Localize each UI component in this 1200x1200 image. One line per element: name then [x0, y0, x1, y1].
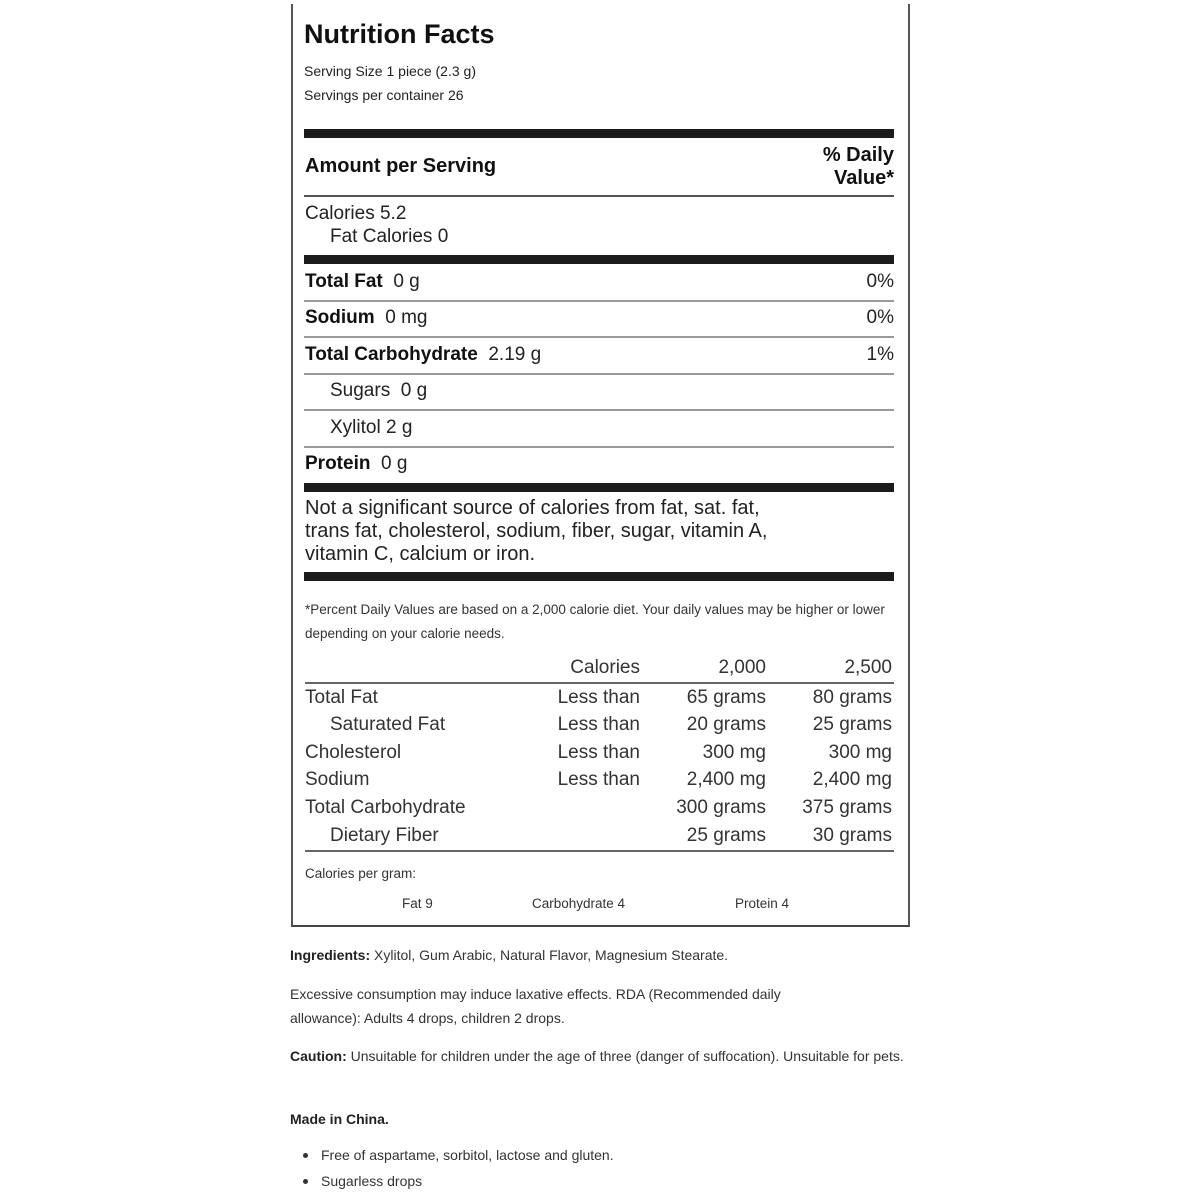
nutrient-row-total-fat: [305, 271, 420, 293]
amount-per-serving-header: Amount per Serving: [305, 155, 497, 177]
table-cell: Dietary Fiber: [330, 824, 439, 846]
thick-divider: [304, 129, 894, 138]
table-cell: Total Carbohydrate: [305, 796, 466, 818]
table-cell: 2,400 mg: [686, 769, 766, 791]
table-cell: 80 grams: [812, 686, 892, 708]
feature-list: [290, 1143, 614, 1195]
nutrient-name: Total Fat: [305, 271, 383, 292]
table-cell: Less than: [557, 686, 640, 708]
list-item-text: Free of aspartame, sorbitol, lactose and gluten.: [321, 1147, 614, 1163]
thin-divider: [304, 300, 894, 302]
caution-text: Unsuitable for children under the age of three (danger of suffocation). Unsuitable for pets.: [346, 1048, 904, 1064]
list-item: [290, 1169, 614, 1195]
thin-divider: [304, 446, 894, 448]
table-cell: Saturated Fat: [330, 714, 446, 736]
thick-divider: [304, 483, 894, 492]
table-cell: Total Fat: [305, 686, 378, 708]
table-cell: 25 grams: [812, 714, 892, 736]
list-item: [290, 1143, 614, 1169]
ingredients-label: Ingredients:: [290, 947, 371, 963]
list-item-text: Sugarless drops: [321, 1173, 423, 1189]
origin: [290, 1107, 910, 1131]
dv-table-header: [305, 654, 894, 682]
nutrient-row-sodium: [305, 307, 427, 329]
nutrient-row-protein: [305, 453, 407, 475]
serving-size: Serving Size 1 piece (2.3 g): [304, 63, 476, 79]
nutrient-name: Sugars: [330, 380, 391, 401]
table-row: [305, 822, 894, 850]
nutrient-row-total-carbohydrate: [305, 344, 541, 366]
dv-header-cell: 2,500: [844, 657, 892, 678]
nutrient-amount: 2.19 g: [488, 344, 542, 365]
bullet-icon: [303, 1179, 308, 1184]
thin-divider: [304, 409, 894, 411]
ingredients-text: Xylitol, Gum Arabic, Natural Flavor, Magnesium Stearate.: [370, 947, 729, 963]
nutrient-dv-total-fat: 0%: [866, 271, 894, 292]
nutrient-dv-sodium: 0%: [866, 307, 894, 328]
table-cell: Cholesterol: [305, 741, 402, 763]
thin-divider: [305, 850, 894, 852]
thin-divider: [304, 195, 894, 197]
calories: Calories 5.2: [305, 203, 407, 224]
laxative-warning: Excessive consumption may induce laxative effects. RDA (Recommended daily allowance): Adults 4 drops, children 2 drops.: [290, 986, 781, 1026]
origin-text: Made in China.: [290, 1111, 389, 1127]
thick-divider: [304, 572, 894, 581]
nutrient-amount: 2 g: [385, 417, 413, 438]
daily-value-header: [823, 144, 894, 190]
nutrient-amount: 0 g: [400, 380, 428, 401]
nutrient-name: Xylitol: [330, 417, 381, 438]
table-cell: Sodium: [305, 769, 370, 791]
calories-per-gram-fat: Fat 9: [402, 896, 433, 911]
ingredients: [290, 943, 910, 967]
table-cell: 25 grams: [686, 824, 766, 846]
nutrient-dv-total-carbohydrate: 1%: [866, 344, 894, 365]
calories-per-gram-protein: Protein 4: [735, 896, 790, 911]
daily-value-reference-table: [305, 654, 894, 852]
daily-value-header-line1: % Daily: [822, 144, 894, 166]
table-cell: 300 grams: [676, 796, 766, 818]
thick-divider: [304, 255, 894, 264]
nutrient-amount: 0 mg: [385, 307, 428, 328]
table-row: [305, 684, 894, 712]
table-row: [305, 766, 894, 794]
table-row: [305, 739, 894, 767]
nutrient-amount: 0 g: [393, 271, 420, 292]
caution: [290, 1044, 910, 1068]
nutrient-name: Total Carbohydrate: [305, 344, 478, 365]
bullet-icon: [303, 1153, 308, 1158]
nutrient-name: Protein: [305, 453, 371, 474]
table-cell: 300 mg: [702, 741, 766, 763]
servings-per-container: Servings per container 26: [304, 87, 464, 103]
table-cell: Less than: [557, 741, 640, 763]
dv-header-cell: 2,000: [718, 657, 766, 678]
daily-value-footnote: *Percent Daily Values are based on a 2,000 calorie diet. Your daily values may be higher or lower depending on your calorie needs.: [305, 602, 885, 641]
calories-per-gram-carbohydrate: Carbohydrate 4: [532, 896, 626, 911]
table-cell: 2,400 mg: [812, 769, 892, 791]
thin-divider: [304, 336, 894, 338]
caution-label: Caution:: [290, 1048, 347, 1064]
nutrient-name: Sodium: [305, 307, 375, 328]
nutrient-row-sugars: [330, 380, 427, 402]
dv-header-cell: Calories: [570, 657, 640, 678]
table-row: [305, 794, 894, 822]
calories-per-gram-label: Calories per gram:: [305, 866, 417, 881]
fat-calories: Fat Calories 0: [330, 226, 449, 247]
nutrient-row-xylitol: [330, 417, 412, 439]
table-cell: 30 grams: [812, 824, 892, 846]
table-cell: 65 grams: [686, 686, 766, 708]
table-cell: Less than: [557, 714, 640, 736]
table-cell: 375 grams: [802, 796, 892, 818]
label-title: Nutrition Facts: [304, 19, 495, 49]
table-cell: 20 grams: [686, 714, 766, 736]
thin-divider: [304, 373, 894, 375]
table-cell: 300 mg: [828, 741, 892, 763]
daily-value-header-line2: Value*: [833, 167, 894, 189]
table-row: [305, 711, 894, 739]
nutrient-amount: 0 g: [381, 453, 408, 474]
not-significant-source-note: Not a significant source of calories from fat, sat. fat, trans fat, cholesterol, sodium, fiber, sugar, vitamin A, vitamin C, calcium or iron.: [305, 497, 768, 565]
table-cell: Less than: [557, 769, 640, 791]
